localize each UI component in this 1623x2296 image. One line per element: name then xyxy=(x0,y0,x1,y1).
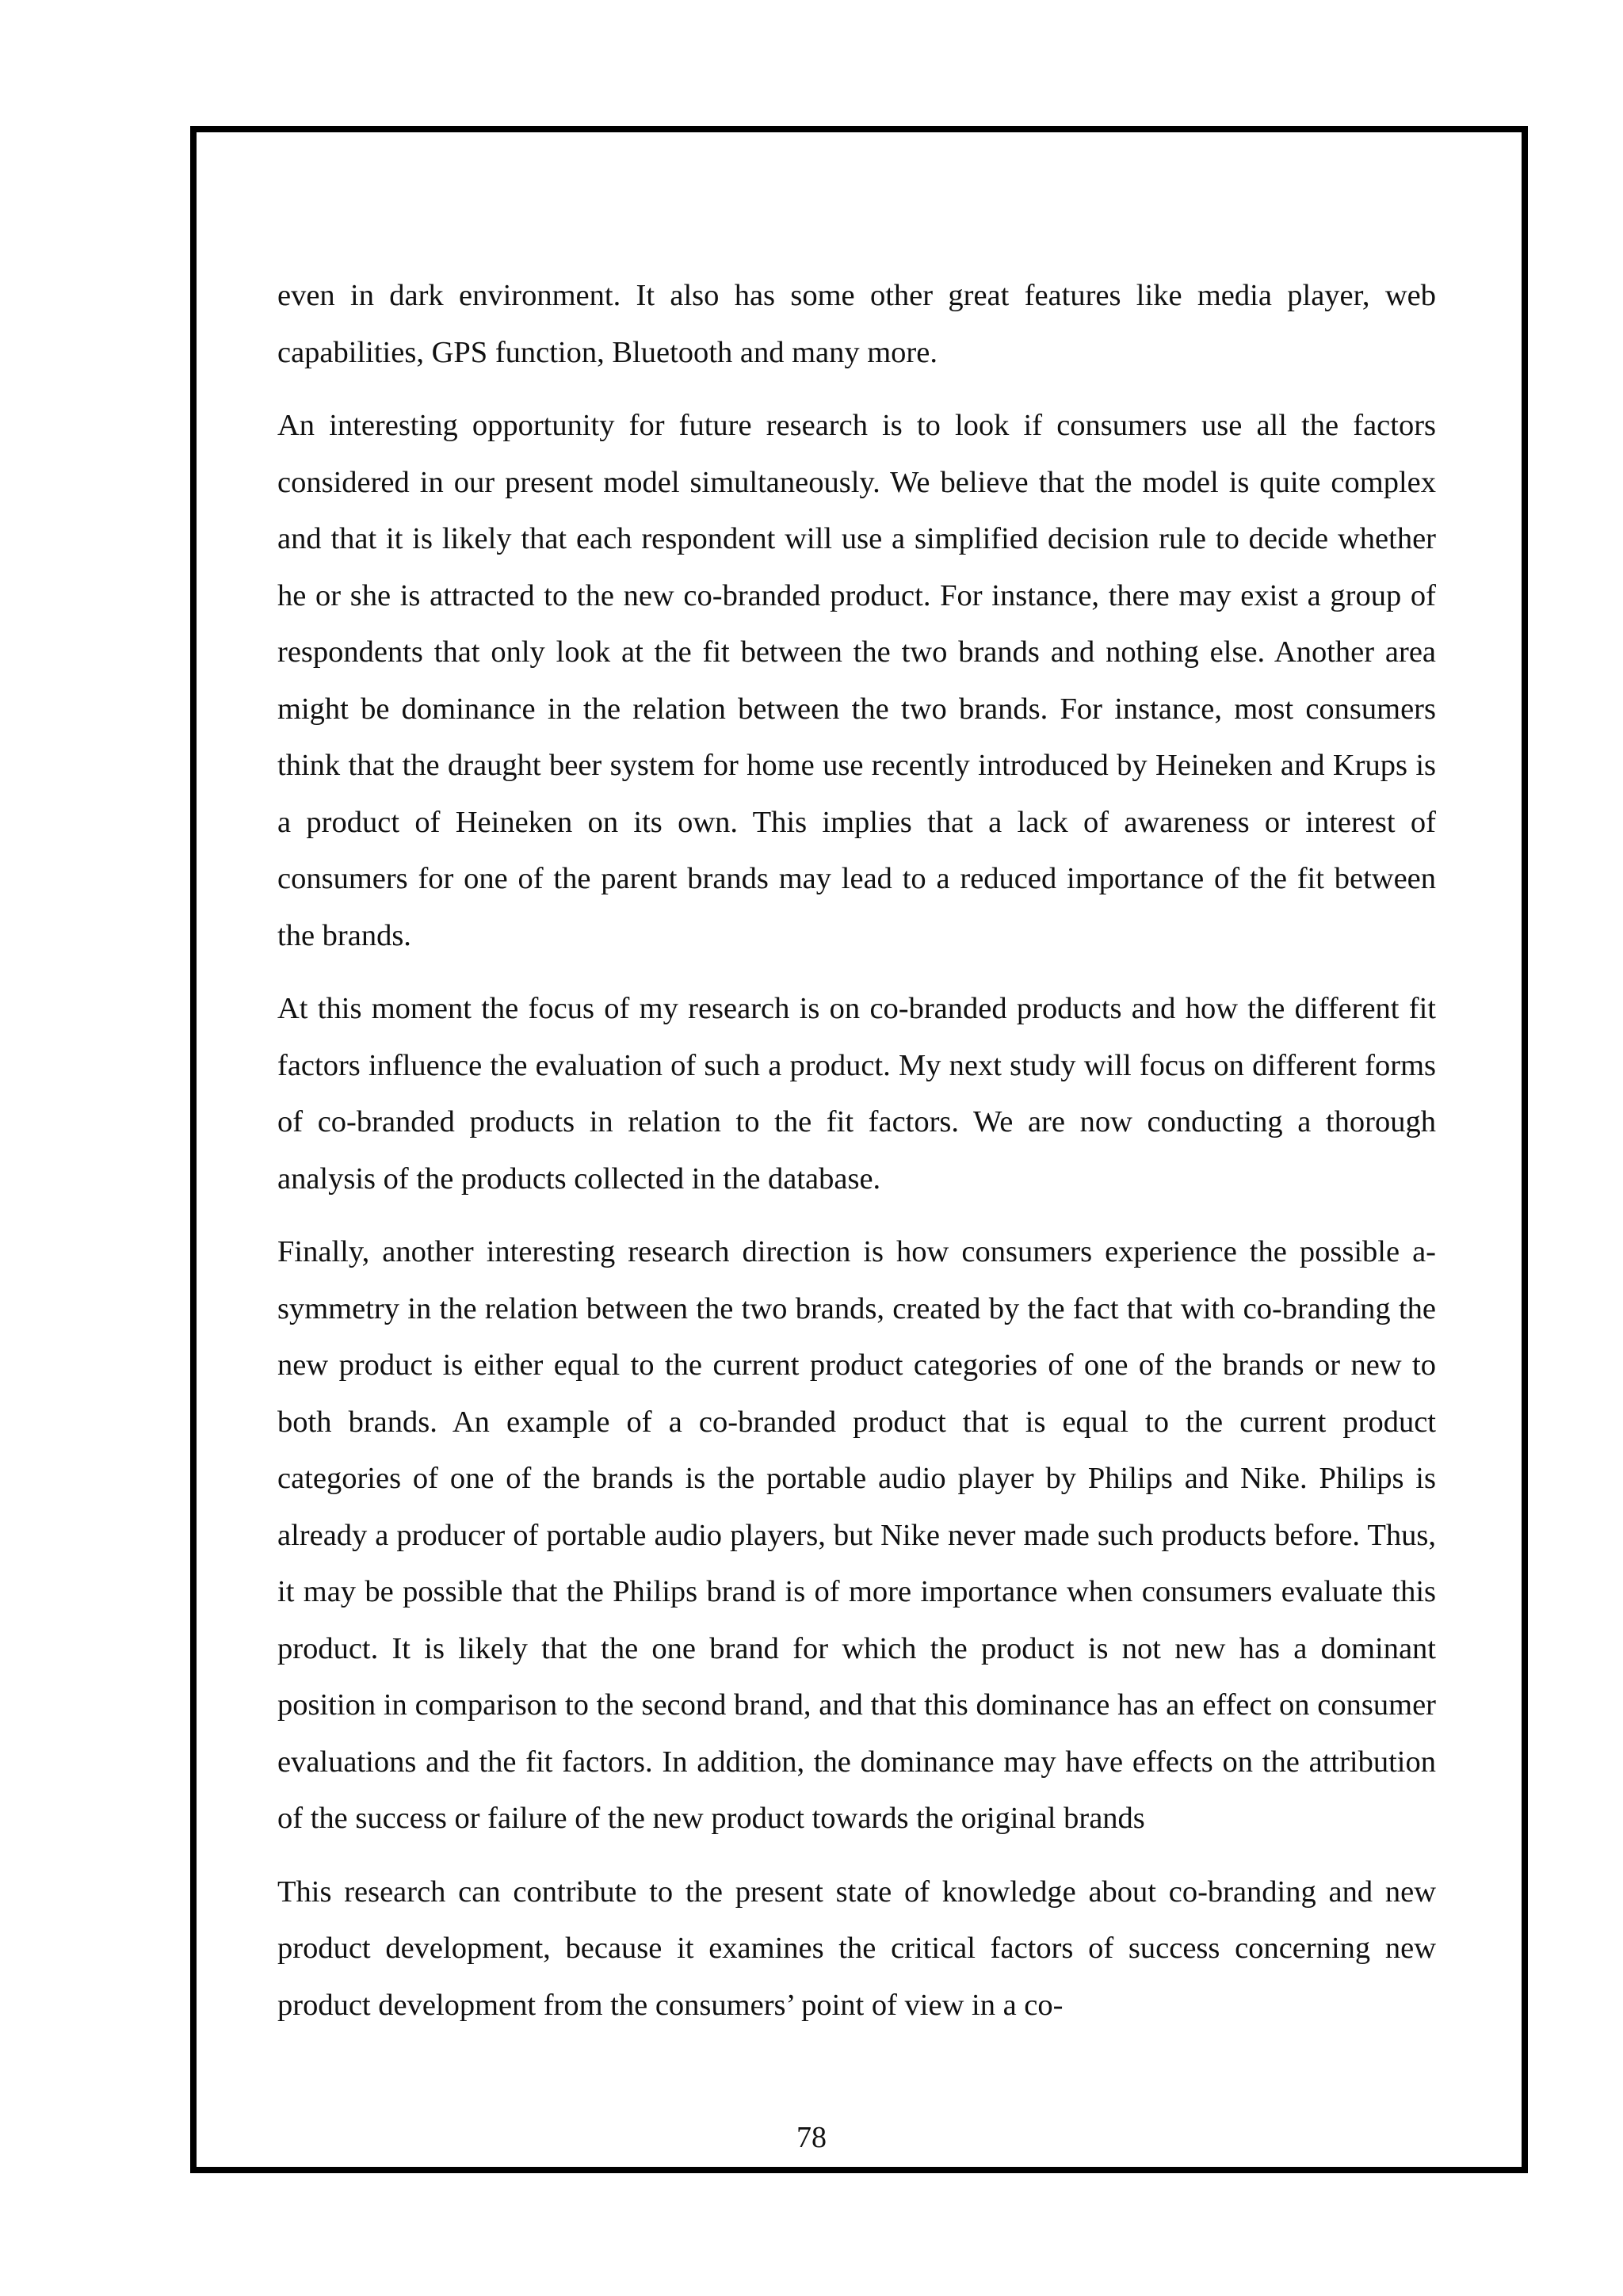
paragraph-asymmetry: Finally, another interesting research direction is how consumers experience the possible a-symmetry in the relation between the two brands, created by the fact that with co-branding the new product is either equal to the current product categories of one of the brands or new to both brands. An example of a co-branded product that is equal to the current product categories of one of the brands is the portable audio player by Philips and Nike. Philips is already a producer of portable audio players, but Nike never made such products before. Thus, it may be possible that the Philips brand is of more importance when consumers evaluate this product. It is likely that the one brand for which the product is not new has a dominant position in comparison to the second brand, and that this dominance has an effect on consumer evaluations and the fit factors. In addition, the dominance may have effects on the attribution of the success or failure of the new product towards the original brands xyxy=(277,1235,1436,1835)
page-number: 78 xyxy=(796,2121,827,2154)
paragraph-contribution: This research can contribute to the present state of knowledge about co-branding and new product development, because it examines the critical factors of success concerning new product development from the consumers’ point of view in a co- xyxy=(277,1875,1436,2022)
paragraph-current-focus: At this moment the focus of my research is on co-branded products and how the different fit factors influence the evaluation of such a product. My next study will focus on different forms of co-branded products in relation to the fit factors. We are now conducting a thorough analysis of the products collected in the database. xyxy=(277,992,1436,1196)
paragraph-future-research: An interesting opportunity for future research is to look if consumers use all the factors considered in our present model simultaneously. We believe that the model is quite complex and that it is likely that each respondent will use a simplified decision rule to decide whether he or she is attracted to the new co-branded product. For instance, there may exist a group of respondents that only look at the fit between the two brands and nothing else. Another area might be dominance in the relation between the two brands. For instance, most consumers think that the draught beer system for home use recently introduced by Heineken and Krups is a product of Heineken on its own. This implies that a lack of awareness or interest of consumers for one of the parent brands may lead to a reduced importance of the fit between the brands. xyxy=(277,409,1436,952)
paragraph-continuation: even in dark environment. It also has some other great features like media player, web capabilities, GPS function, Bluetooth and many more. xyxy=(277,279,1436,369)
body-text xyxy=(277,268,1436,2050)
